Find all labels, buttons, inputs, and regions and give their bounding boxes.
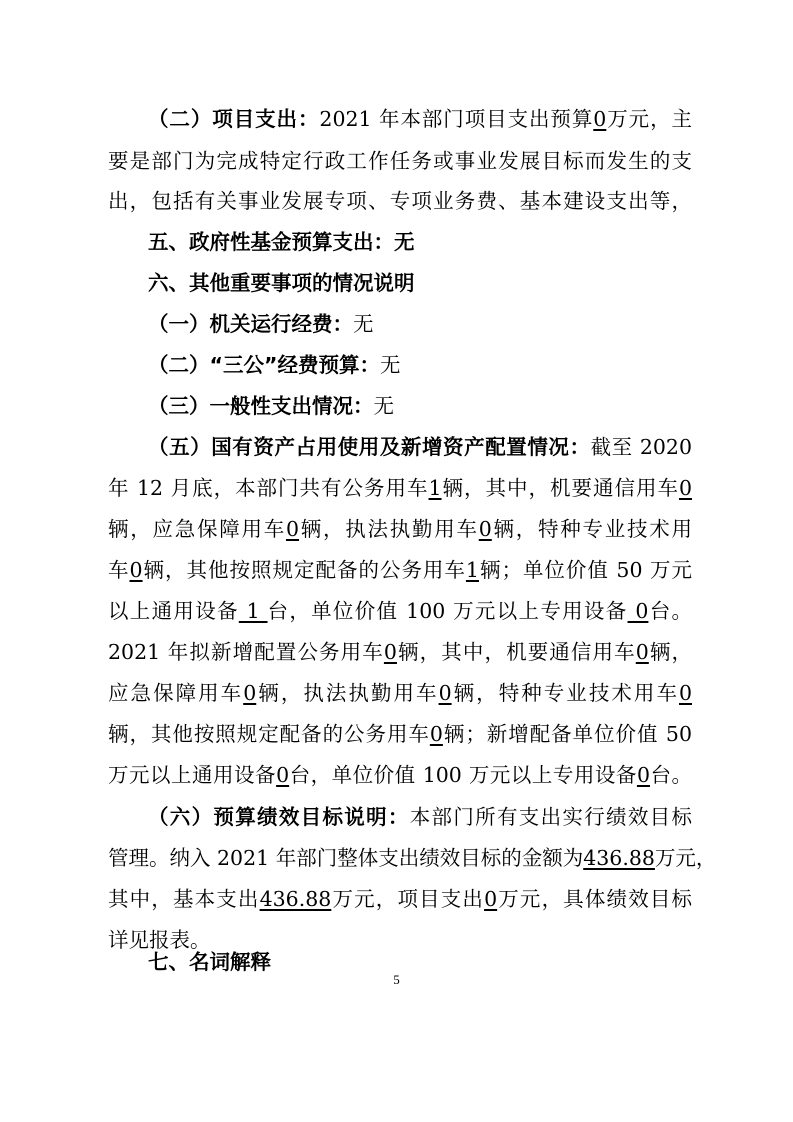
page-number: 5 bbox=[393, 972, 400, 987]
text-line: 2021 年拟新增配置公务用车0辆，其中，机要通信用车0辆， bbox=[108, 640, 693, 664]
text-line: 万元以上通用设备0台，单位价值 100 万元以上专用设备0台。 bbox=[108, 763, 693, 787]
text-line: 应急保障用车0辆，执法执勤用车0辆，特种专业技术用车0 bbox=[108, 681, 693, 705]
section-heading-glossary: 七、名词解释 bbox=[148, 950, 271, 974]
text-line: 出，包括有关事业发展专项、专项业务费、基本建设支出等， bbox=[108, 189, 692, 213]
text-line: 辆，应急保障用车0辆，执法执勤用车0辆，特种专业技术用 bbox=[108, 517, 693, 541]
item-performance-goals: （六）预算绩效目标说明：本部门所有支出实行绩效目标 bbox=[148, 805, 692, 829]
paragraph-project-expenditure: （二）项目支出：2021 年本部门项目支出预算0万元，主 bbox=[148, 107, 693, 131]
text-line: 以上通用设备 1 台，单位价值 100 万元以上专用设备 0台。 bbox=[108, 599, 693, 623]
text-line: 要是部门为完成特定行政工作任务或事业发展目标而发生的支 bbox=[108, 149, 692, 173]
text-line: 辆，其他按照规定配备的公务用车0辆；新增配备单位价值 50 bbox=[108, 722, 692, 746]
section-heading-other-matters: 六、其他重要事项的情况说明 bbox=[148, 271, 415, 295]
item-state-assets: （五）国有资产占用使用及新增资产配置情况：截至 2020 bbox=[148, 435, 693, 459]
text-line: 年 12 月底，本部门共有公务用车1辆，其中，机要通信用车0 bbox=[108, 476, 692, 500]
item-three-public-expenses: （二）“三公”经费预算：无 bbox=[148, 353, 401, 377]
text-line: 其中，基本支出436.88万元，项目支出0万元，具体绩效目标 bbox=[108, 887, 693, 911]
underlined-value: 0 bbox=[593, 107, 607, 131]
item-operating-expenses: （一）机关运行经费：无 bbox=[148, 312, 374, 336]
item-general-expenditure: （三）一般性支出情况：无 bbox=[148, 394, 394, 418]
section-heading-government-fund: 五、政府性基金预算支出：无 bbox=[148, 230, 415, 254]
section-heading: （二）项目支出： bbox=[148, 107, 320, 131]
text-line: 详见报表。 bbox=[108, 928, 211, 952]
text-line: 车0辆，其他按照规定配备的公务用车1辆；单位价值 50 万元 bbox=[108, 558, 693, 582]
text-line: 管理。纳入 2021 年部门整体支出绩效目标的金额为436.88万元， bbox=[108, 846, 717, 870]
